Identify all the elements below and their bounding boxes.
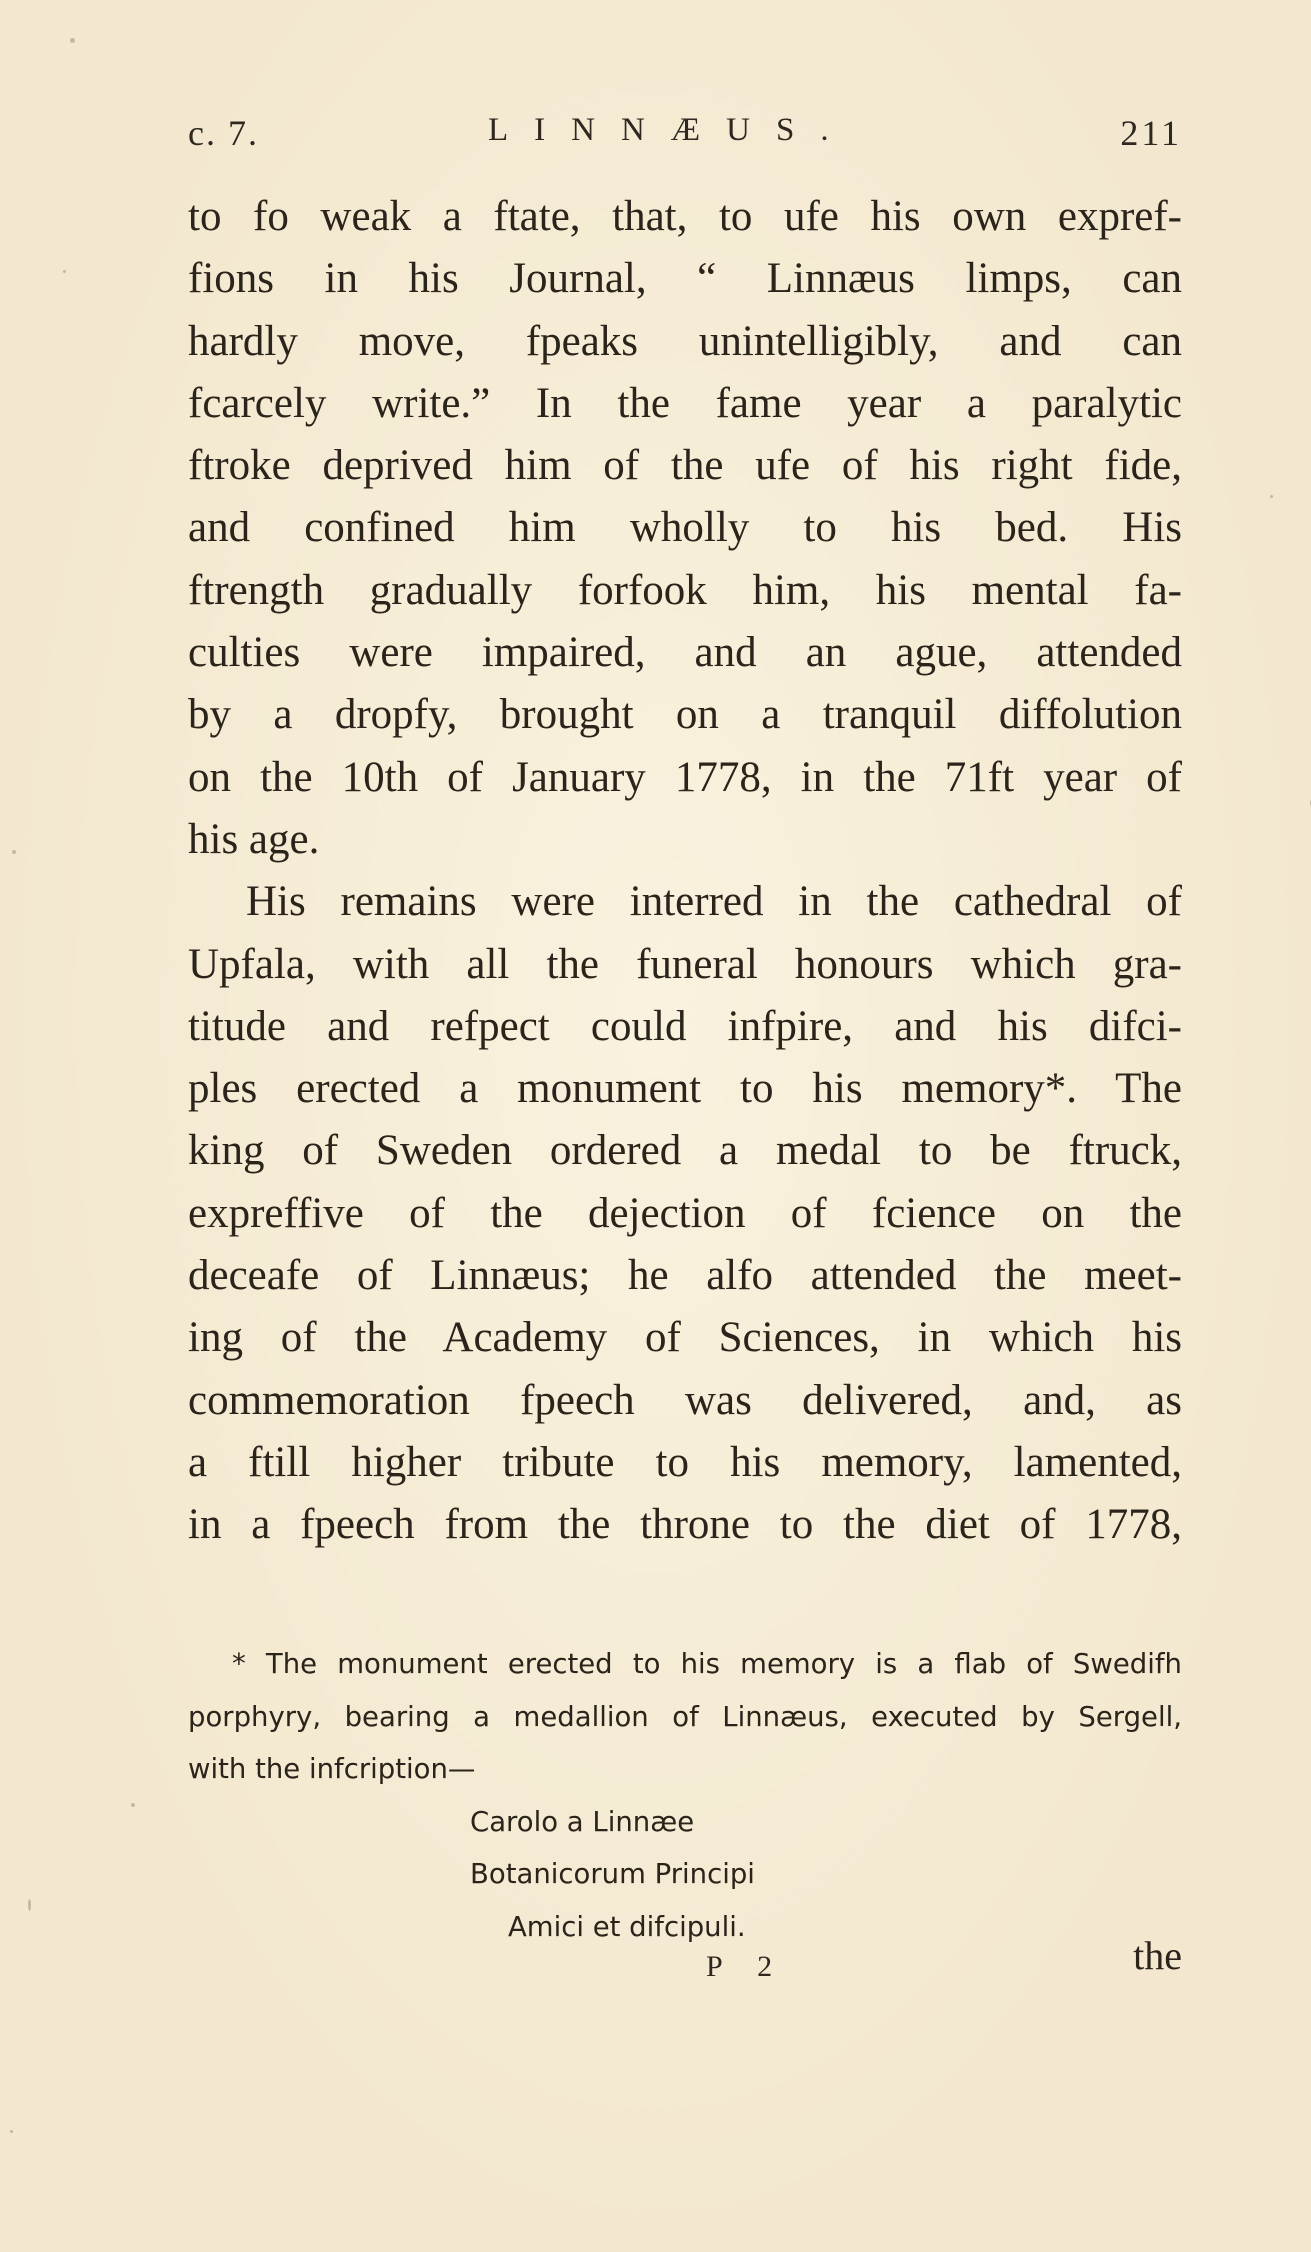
text-line: his age.	[188, 815, 320, 863]
text-line: hardly move, fpeaks unintelligibly, and can	[188, 317, 1182, 365]
paper-speck	[131, 1803, 135, 1807]
text-line: ples erected a monument to his memory*. The	[188, 1065, 1182, 1113]
running-title: LINNÆUS.	[488, 112, 855, 148]
footnote-line: with the infcription—	[188, 1753, 476, 1785]
text-line: Upfala, with all the funeral honours which gra-	[188, 940, 1182, 988]
catchword: the	[1133, 1933, 1182, 1978]
footnote-line: * The monument erected to his memory is a flab of Swedifh	[232, 1648, 1182, 1680]
page-number: 211	[1120, 113, 1182, 153]
footnote	[188, 1638, 1182, 1953]
text-line: ing of the Academy of Sciences, in which his	[188, 1314, 1182, 1362]
page-header	[188, 112, 1182, 162]
text-line: culties were impaired, and an ague, attended	[188, 629, 1182, 677]
text-line: expreffive of the dejection of fcience on the	[188, 1189, 1182, 1237]
text-line: and confined him wholly to his bed. His	[188, 504, 1182, 552]
text-line: a ftill higher tribute to his memory, lamented,	[188, 1438, 1182, 1486]
text-line: ftrength gradually forfook him, his mental fa-	[188, 566, 1182, 614]
text-line: fions in his Journal, “ Linnæus limps, can	[188, 255, 1182, 303]
paper-speck	[63, 270, 66, 273]
paper-speck	[12, 850, 16, 854]
paper-speck	[1270, 495, 1273, 498]
paper-speck	[10, 2130, 13, 2133]
text-line: by a dropfy, brought on a tranquil diffolution	[188, 691, 1182, 739]
inscription-line: Botanicorum Principi	[470, 1858, 755, 1890]
paper-speck	[70, 38, 75, 43]
paper-speck	[28, 1899, 31, 1911]
text-line: commemoration fpeech was delivered, and, as	[188, 1376, 1182, 1424]
paragraph-start-line: His remains were interred in the cathedral of	[246, 878, 1182, 926]
body-text	[188, 186, 1182, 1557]
text-line: in a fpeech from the throne to the diet of 1778,	[188, 1501, 1182, 1549]
inscription-line: Carolo a Linnæe	[470, 1805, 695, 1838]
chapter-marker: c. 7.	[188, 113, 259, 153]
text-line: to fo weak a ftate, that, to ufe his own expref-	[188, 193, 1182, 240]
footnote-line: porphyry, bearing a medallion of Linnæus, executed by Sergell,	[188, 1700, 1182, 1733]
text-line: fcarcely write.” In the fame year a paralytic	[188, 379, 1182, 427]
text-line: king of Sweden ordered a medal to be ftruck,	[188, 1127, 1182, 1175]
text-line: ftroke deprived him of the ufe of his right fide,	[188, 442, 1182, 490]
text-line: deceafe of Linnæus; he alfo attended the meet-	[188, 1252, 1182, 1300]
text-line: on the 10th of January 1778, in the 71ft year of	[188, 753, 1182, 801]
text-line: titude and refpect could infpire, and his difci-	[188, 1002, 1182, 1050]
signature-mark: P 2	[706, 1950, 787, 1983]
inscription-line: Amici et difcipuli.	[508, 1910, 746, 1943]
